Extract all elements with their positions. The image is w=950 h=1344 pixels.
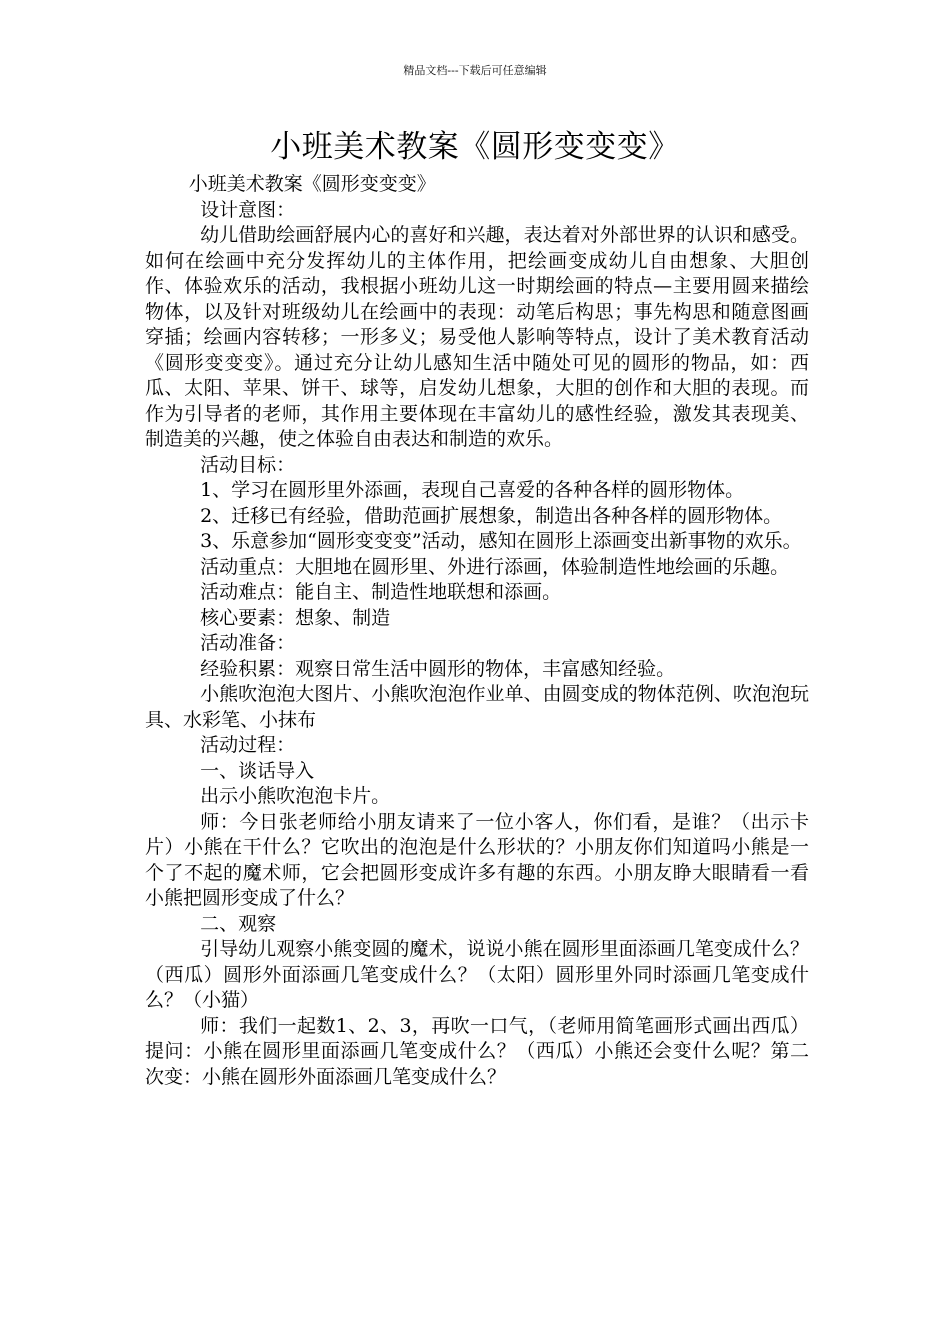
goal-item-2: 2、迁移已有经验，借助范画扩展想象，制造出各种各样的圆形物体。 xyxy=(200,504,783,527)
paragraph-teacher-intro: 师：今日张老师给小朋友请来了一位小客人，你们看，是谁？（出示卡片）小熊在干什么？它吹出的泡泡是什么形状的？小朋友你们知道吗小熊是一个了不起的魔术师，它会把圆形变成许多有趣的东西。小朋友睁大眼睛看一看小熊把圆形变成了什么？ xyxy=(145,810,809,909)
paragraph-show-card: 出示小熊吹泡泡卡片。 xyxy=(200,785,391,807)
step-heading-2: 二、观察 xyxy=(200,912,277,935)
section-heading-preparation: 活动准备： xyxy=(200,632,296,654)
paragraph-teacher-demo: 师：我们一起数1、2、3，再吹一口气，（老师用简笔画形式画出西瓜）提问：小熊在圆形里面添画几笔变成什么？（西瓜）小熊还会变什么呢？第二次变：小熊在圆形外面添画几笔变成什么？ xyxy=(145,1014,809,1088)
goal-item-1: 1、学习在圆形里外添画，表现自己喜爱的各种各样的圆形物体。 xyxy=(200,479,745,501)
page-title: 小班美术教案《圆形变变变》 xyxy=(270,129,680,165)
paragraph-key-point: 活动重点：大胆地在圆形里、外进行添画，体验制造性地绘画的乐趣。 xyxy=(200,555,790,578)
paragraph-core-elements: 核心要素：想象、制造 xyxy=(200,606,391,629)
paragraph-experience: 经验积累：观察日常生活中圆形的物体，丰富感知经验。 xyxy=(200,657,676,680)
section-heading-process: 活动过程： xyxy=(200,734,296,756)
section-heading-design-intent: 设计意图： xyxy=(200,198,296,221)
paragraph-design-intent: 幼儿借助绘画舒展内心的喜好和兴趣，表达着对外部世界的认识和感受。如何在绘画中充分发挥幼儿的主体作用，把绘画变成幼儿自由想象、大胆创作、体验欢乐的活动，我根据小班幼儿这一时期绘画的特点—主要用圆来描绘物体，以及针对班级幼儿在绘画中的表现：动笔后构思；事先构思和随意图画穿插；绘画内容转移；一形多义；易受他人影响等特点，设计了美术教育活动《圆形变变变》。通过充分让幼儿感知生活中随处可见的圆形的物品，如：西瓜、太阳、苹果、饼干、球等，启发幼儿想象，大胆的创作和大胆的表现。而作为引导者的老师，其作用主要体现在丰富幼儿的感性经验，激发其表现美、制造美的兴趣，使之体验自由表达和制造的欢乐。 xyxy=(145,224,809,450)
paragraph-materials: 小熊吹泡泡大图片、小熊吹泡泡作业单、由圆变成的物体范例、吹泡泡玩具、水彩笔、小抹布 xyxy=(145,683,809,731)
document-subtitle: 小班美术教案《圆形变变变》 xyxy=(188,173,436,195)
step-heading-1: 一、谈话导入 xyxy=(200,759,315,782)
paragraph-difficulty: 活动难点：能自主、制造性地联想和添画。 xyxy=(200,581,562,603)
section-heading-goals: 活动目标： xyxy=(200,453,296,476)
paragraph-observe: 引导幼儿观察小熊变圆的魔术，说说小熊在圆形里面添画几笔变成什么？（西瓜）圆形外面添画几笔变成什么？（太阳）圆形里外同时添画几笔变成什么？（小猫） xyxy=(145,938,809,1011)
page-header: 精品文档---下载后可任意编辑 xyxy=(403,64,547,77)
document-body xyxy=(145,172,809,1090)
goal-item-3: 3、乐意参加“圆形变变变”活动，感知在圆形上添画变出新事物的欢乐。 xyxy=(200,530,802,552)
